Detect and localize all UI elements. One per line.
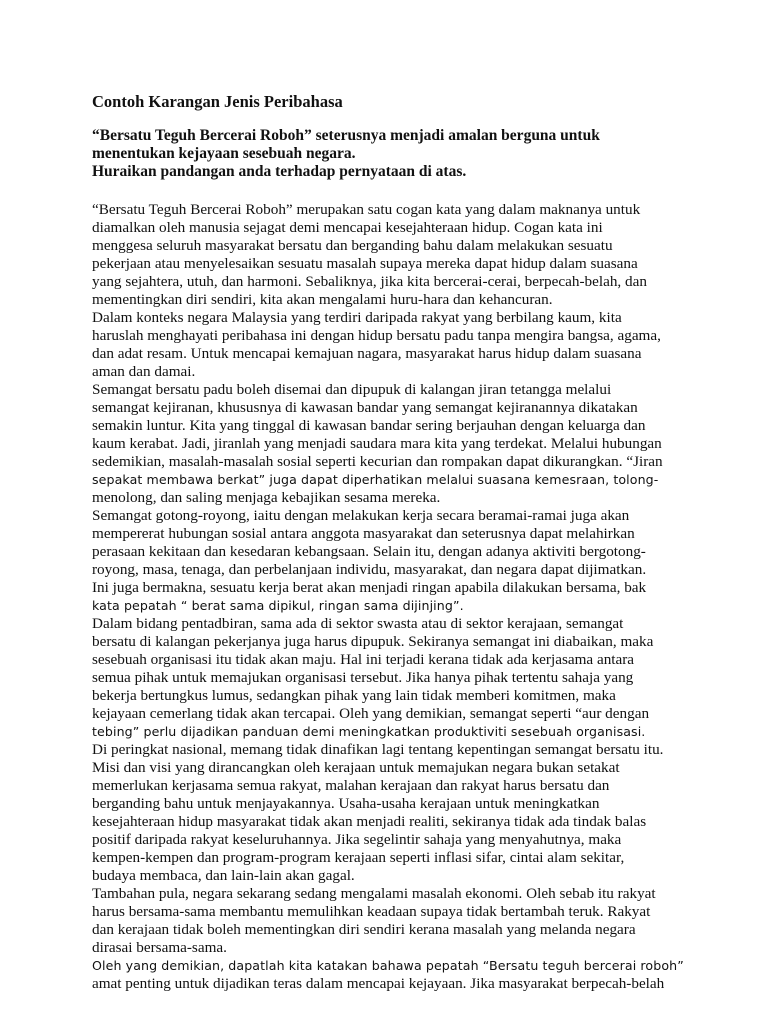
body-line: Ini juga bermakna, sesuatu kerja berat akan menjadi ringan apabila dilakukan bersama, bak — [92, 579, 647, 596]
body-line: “Bersatu Teguh Bercerai Roboh” merupakan satu cogan kata yang dalam maknanya untuk — [92, 201, 641, 218]
essay-body — [92, 201, 708, 993]
body-line: sesebuah organisasi itu tidak akan maju. Hal ini terjadi kerana tidak ada kerjasama antara — [92, 651, 635, 668]
body-line: kaum kerabat. Jadi, jiranlah yang menjadi saudara mara kita yang terdekat. Melalui hubungan — [92, 435, 662, 452]
body-line: bekerja bertungkus lumus, sedangkan pihak yang lain tidak memberi komitmen, maka — [92, 687, 616, 704]
essay-question — [92, 127, 708, 181]
body-line: Semangat bersatu padu boleh disemai dan dipupuk di kalangan jiran tetangga melalui — [92, 381, 612, 398]
body-line: aman dan damai. — [92, 363, 196, 380]
body-line: sedemikian, masalah-masalah sosial seperti kecurian dan rompakan dapat dikurangkan. “Jiran — [92, 453, 663, 470]
body-line: Di peringkat nasional, memang tidak dinafikan lagi tentang kepentingan semangat bersatu itu. — [92, 741, 664, 758]
body-line: menggesa seluruh masyarakat bersatu dan berganding bahu dalam melakukan sesuatu — [92, 237, 613, 254]
body-line: mempererat hubungan sosial antara anggota masyarakat dan seterusnya dapat melahirkan — [92, 525, 635, 542]
body-line: perasaan kekitaan dan kesedaran kebangsaan. Selain itu, dengan adanya aktiviti bergotong- — [92, 543, 646, 560]
question-line: menentukan kejayaan sesebuah negara. — [92, 145, 356, 162]
body-line: Tambahan pula, negara sekarang sedang mengalami masalah ekonomi. Oleh sebab itu rakyat — [92, 885, 656, 902]
body-line: kempen-kempen dan program-program kerajaan seperti inflasi sifar, cintai alam sekitar, — [92, 849, 625, 866]
body-line: menolong, dan saling menjaga kebajikan sesama mereka. — [92, 489, 441, 506]
body-line: Oleh yang demikian, dapatlah kita katakan bahawa pepatah “Bersatu teguh bercerai roboh” — [92, 958, 684, 973]
body-line: royong, masa, tenaga, dan perbelanjaan individu, masyarakat, dan negara dapat dijimatkan. — [92, 561, 647, 578]
body-line: sepakat membawa berkat” juga dapat diperhatikan melalui suasana kemesraan, tolong- — [92, 472, 659, 487]
body-line: berganding bahu untuk menjayakannya. Usaha-usaha kerajaan untuk meningkatkan — [92, 795, 600, 812]
body-line: kata pepatah “ berat sama dipikul, ringan sama dijinjing”. — [92, 598, 464, 613]
body-line: harus bersama-sama membantu memulihkan keadaan supaya tidak bertambah teruk. Rakyat — [92, 903, 651, 920]
body-line: dan kerajaan tidak boleh mementingkan diri sendiri kerana masalah yang melanda negara — [92, 921, 636, 938]
body-line: Semangat gotong-royong, iaitu dengan melakukan kerja secara beramai-ramai juga akan — [92, 507, 630, 524]
body-line: budaya membaca, dan lain-lain akan gagal. — [92, 867, 355, 884]
body-line: yang sejahtera, utuh, dan harmoni. Sebaliknya, jika kita bercerai-cerai, berpecah-belah, dan — [92, 273, 647, 290]
body-line: haruslah menghayati peribahasa ini dengan hidup bersatu padu tanpa mengira bangsa, agama, — [92, 327, 661, 344]
body-line: pekerjaan atau menyelesaikan sesuatu masalah supaya mereka dapat hidup dalam suasana — [92, 255, 638, 272]
question-line: Huraikan pandangan anda terhadap pernyataan di atas. — [92, 163, 467, 180]
body-line: memerlukan kerjasama semua rakyat, malahan kerajaan dan rakyat harus bersatu dan — [92, 777, 610, 794]
body-line: Dalam konteks negara Malaysia yang terdiri daripada rakyat yang berbilang kaum, kita — [92, 309, 622, 326]
body-line: Dalam bidang pentadbiran, sama ada di sektor swasta atau di sektor kerajaan, semangat — [92, 615, 624, 632]
body-line: mementingkan diri sendiri, kita akan mengalami huru-hara dan kehancuran. — [92, 291, 553, 308]
body-line: semua pihak untuk memajukan organisasi tersebut. Jika hanya pihak tertentu sahaja yang — [92, 669, 634, 686]
body-line: semakin luntur. Kita yang tinggal di kawasan bandar sering berjauhan dengan keluarga dan — [92, 417, 646, 434]
document-title: Contoh Karangan Jenis Peribahasa — [92, 92, 343, 111]
body-line: tebing” perlu dijadikan panduan demi meningkatkan produktiviti sesebuah organisasi. — [92, 724, 646, 739]
body-line: dan adat resam. Untuk mencapai kemajuan nagara, masyarakat harus hidup dalam suasana — [92, 345, 642, 362]
body-line: diamalkan oleh manusia sejagat demi mencapai kesejahteraan hidup. Cogan kata ini — [92, 219, 603, 236]
body-line: kejayaan cemerlang tidak akan tercapai. Oleh yang demikian, semangat seperti “aur dengan — [92, 705, 650, 722]
body-line: Misi dan visi yang dirancangkan oleh kerajaan untuk memajukan negara bukan setakat — [92, 759, 620, 776]
body-line: semangat kejiranan, khususnya di kawasan bandar yang semangat kejiranannya dikatakan — [92, 399, 638, 416]
question-line: “Bersatu Teguh Bercerai Roboh” seterusnya menjadi amalan berguna untuk — [92, 127, 600, 144]
body-line: bersatu di kalangan pekerjanya juga harus dipupuk. Sekiranya semangat ini diabaikan, maka — [92, 633, 654, 650]
body-line: amat penting untuk dijadikan teras dalam mencapai kejayaan. Jika masyarakat berpecah-belah — [92, 975, 665, 992]
body-line: kesejahteraan hidup masyarakat tidak akan menjadi realiti, sekiranya tidak ada tindak balas — [92, 813, 647, 830]
body-line: dirasai bersama-sama. — [92, 939, 227, 956]
body-line: positif daripada rakyat keseluruhannya. Jika segelintir sahaja yang menyahutnya, maka — [92, 831, 622, 848]
